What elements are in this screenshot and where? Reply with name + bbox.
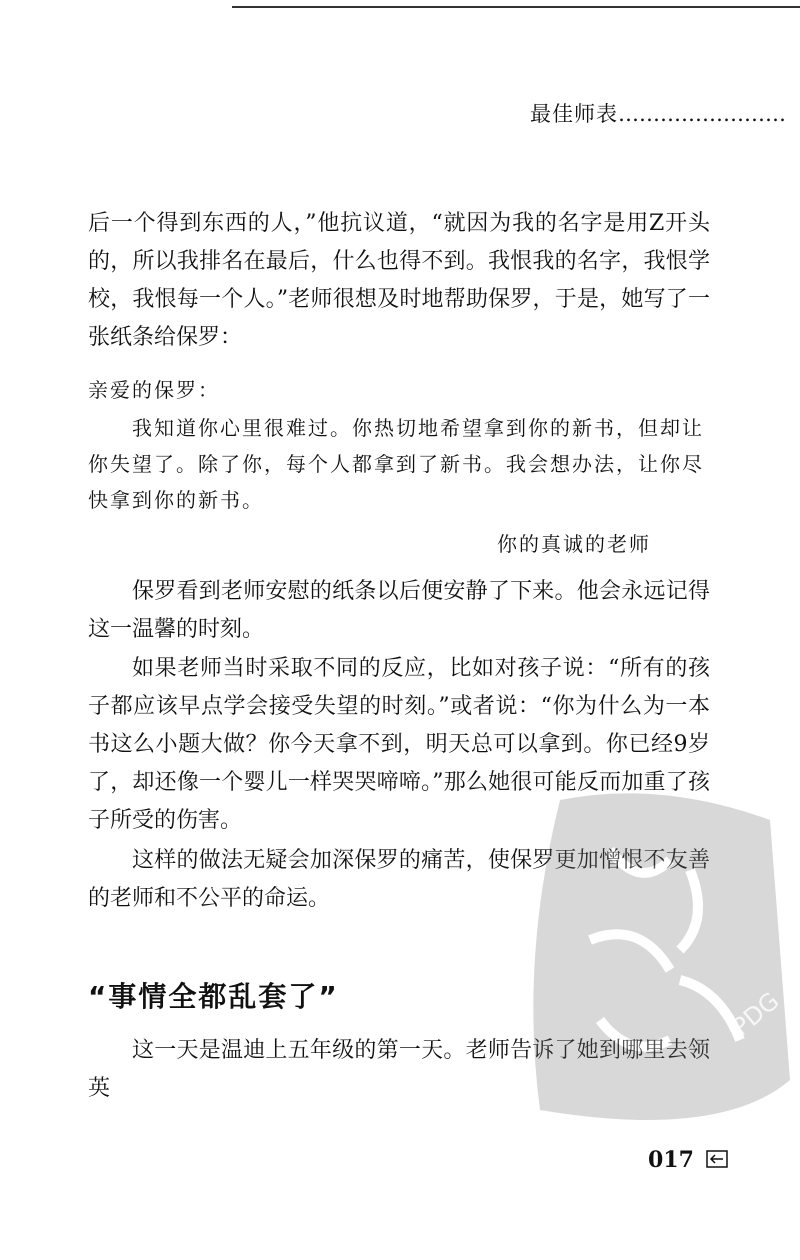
page-arrow-icon (706, 1150, 728, 1168)
paragraph-1: 后一个得到东西的人，”他抗议道，“就因为我的名字是用Z开头的，所以我排名在最后，什么也得不到。我恨我的名字，我恨学校，我恨每一个人。”老师很想及时地帮助保罗，于是，她写了一张纸条给保罗： (88, 211, 710, 350)
paragraph-5: 这一天是温迪上五年级的第一天。老师告诉了她到哪里去领英 (88, 1038, 710, 1101)
section-title: “事情全都乱套了” (88, 980, 339, 1013)
stamp-watermark-text: PDG (727, 986, 785, 1042)
letter-body: 我知道你心里很难过。你热切地希望拿到你的新书，但却让你失望了。除了你，每个人都拿到了新书。我会想办法，让你尽快拿到你的新书。 (88, 416, 704, 512)
paragraph-3: 如果老师当时采取不同的反应，比如对孩子说：“所有的孩子都应该早点学会接受失望的时刻。”或者说：“你为什么为一本书这么小题大做？你今天拿不到，明天总可以拿到。你已经9岁了，却还像一个婴儿一样哭哭啼啼。”那么她很可能反而加重了孩子所受的伤害。 (88, 656, 710, 833)
letter-salutation: 亲爱的保罗： (88, 378, 220, 402)
paragraph-2: 保罗看到老师安慰的纸条以后便安静了下来。他会永远记得这一温馨的时刻。 (88, 579, 710, 642)
running-title-leader-dots: …………………… (618, 102, 786, 126)
header-rule (232, 6, 800, 8)
page-number: 017 (648, 1147, 694, 1173)
letter-signature: 你的真诚的老师 (497, 532, 651, 556)
library-stamp-watermark (520, 780, 800, 1140)
running-title: 最佳师表 (530, 102, 618, 126)
paragraph-4: 这样的做法无疑会加深保罗的痛苦，使保罗更加憎恨不友善的老师和不公平的命运。 (88, 848, 710, 911)
running-head (530, 98, 786, 128)
